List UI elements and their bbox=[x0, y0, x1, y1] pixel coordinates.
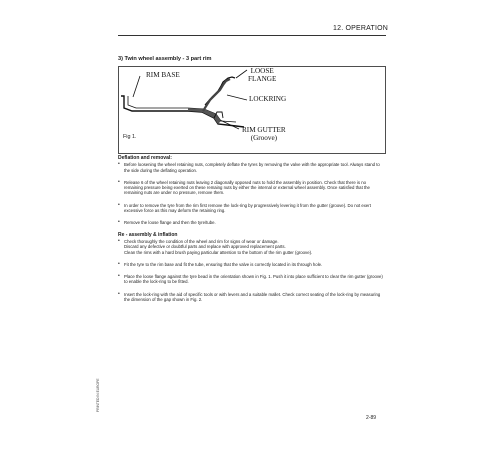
section-title: 3) Twin wheel assembly - 3 part rim bbox=[118, 56, 212, 62]
deflation-section bbox=[118, 156, 386, 226]
rim-gutter-label: RIM GUTTER (Groove) bbox=[242, 126, 286, 142]
rim-base-label: RIM BASE bbox=[146, 71, 180, 79]
list-item: • Release 6 of the wheel retaining nuts leaving 2 diagonally opposed nuts to hold the assembly in position. Check that there is no remaining pressure being exerted on these remaing nuts by either the internal or external wheel assembly. Once satisfied that the remaining nuts are under no pressure, remove them. bbox=[118, 180, 386, 196]
page-header-title: 12. OPERATION bbox=[333, 25, 388, 32]
side-code: PRINTED IN EUROPE bbox=[96, 378, 100, 412]
figure-caption: Fig 1. bbox=[123, 134, 137, 140]
list-item: • In order to remove the tyre from the rim first remove the lock-ring by progressively levering it from the gutter (groove). Do not exert excessive force as this may deform the retaining ring. bbox=[118, 203, 386, 214]
lockring-label: LOCKRING bbox=[249, 95, 287, 103]
list-item: • Place the loose flange against the tyre bead in the orientation shown in Fig. 1. Push it into place sufficient to clear the rim gutter (groove) to enable the lock-ring to be fitted. bbox=[118, 274, 386, 285]
list-item: • Before loosening the wheel retaining nuts, completely deflate the tyres by removing the valve with the appropriate tool. Always stand to the side during the deflating operation. bbox=[118, 162, 386, 173]
reassembly-heading: Re - assembly & inflation bbox=[118, 231, 178, 238]
list-item: • Remove the loose flange and then the tyre/tube. bbox=[118, 220, 386, 225]
loose-flange-label: LOOSE FLANGE bbox=[248, 67, 277, 83]
page-number: 2-89 bbox=[366, 415, 377, 421]
reassembly-section bbox=[118, 233, 386, 303]
header-rule bbox=[118, 35, 386, 36]
rim-figure bbox=[118, 66, 386, 154]
deflation-heading: Deflation and removal: bbox=[118, 155, 172, 161]
list-item: • Check thoroughly the condition of the wheel and rim for signs of wear or damage. Discard any defective or doubtful parts and replace with approved replacement parts. Clean the rims with a hard brush paying particular attention to the bottom of the rim gutter (groove). bbox=[118, 239, 386, 255]
list-item: • Insert the lock-ring with the aid of specific tools or with levers and a suitable mallet. Check correct seating of the lock-ring by measuring the dimension of the gap shown in Fig. 2. bbox=[118, 292, 386, 303]
list-item: • Fit the tyre to the rim base and fit the tube, ensuring that the valve is correctly located in its through hole. bbox=[118, 262, 386, 267]
instructions bbox=[118, 156, 386, 309]
